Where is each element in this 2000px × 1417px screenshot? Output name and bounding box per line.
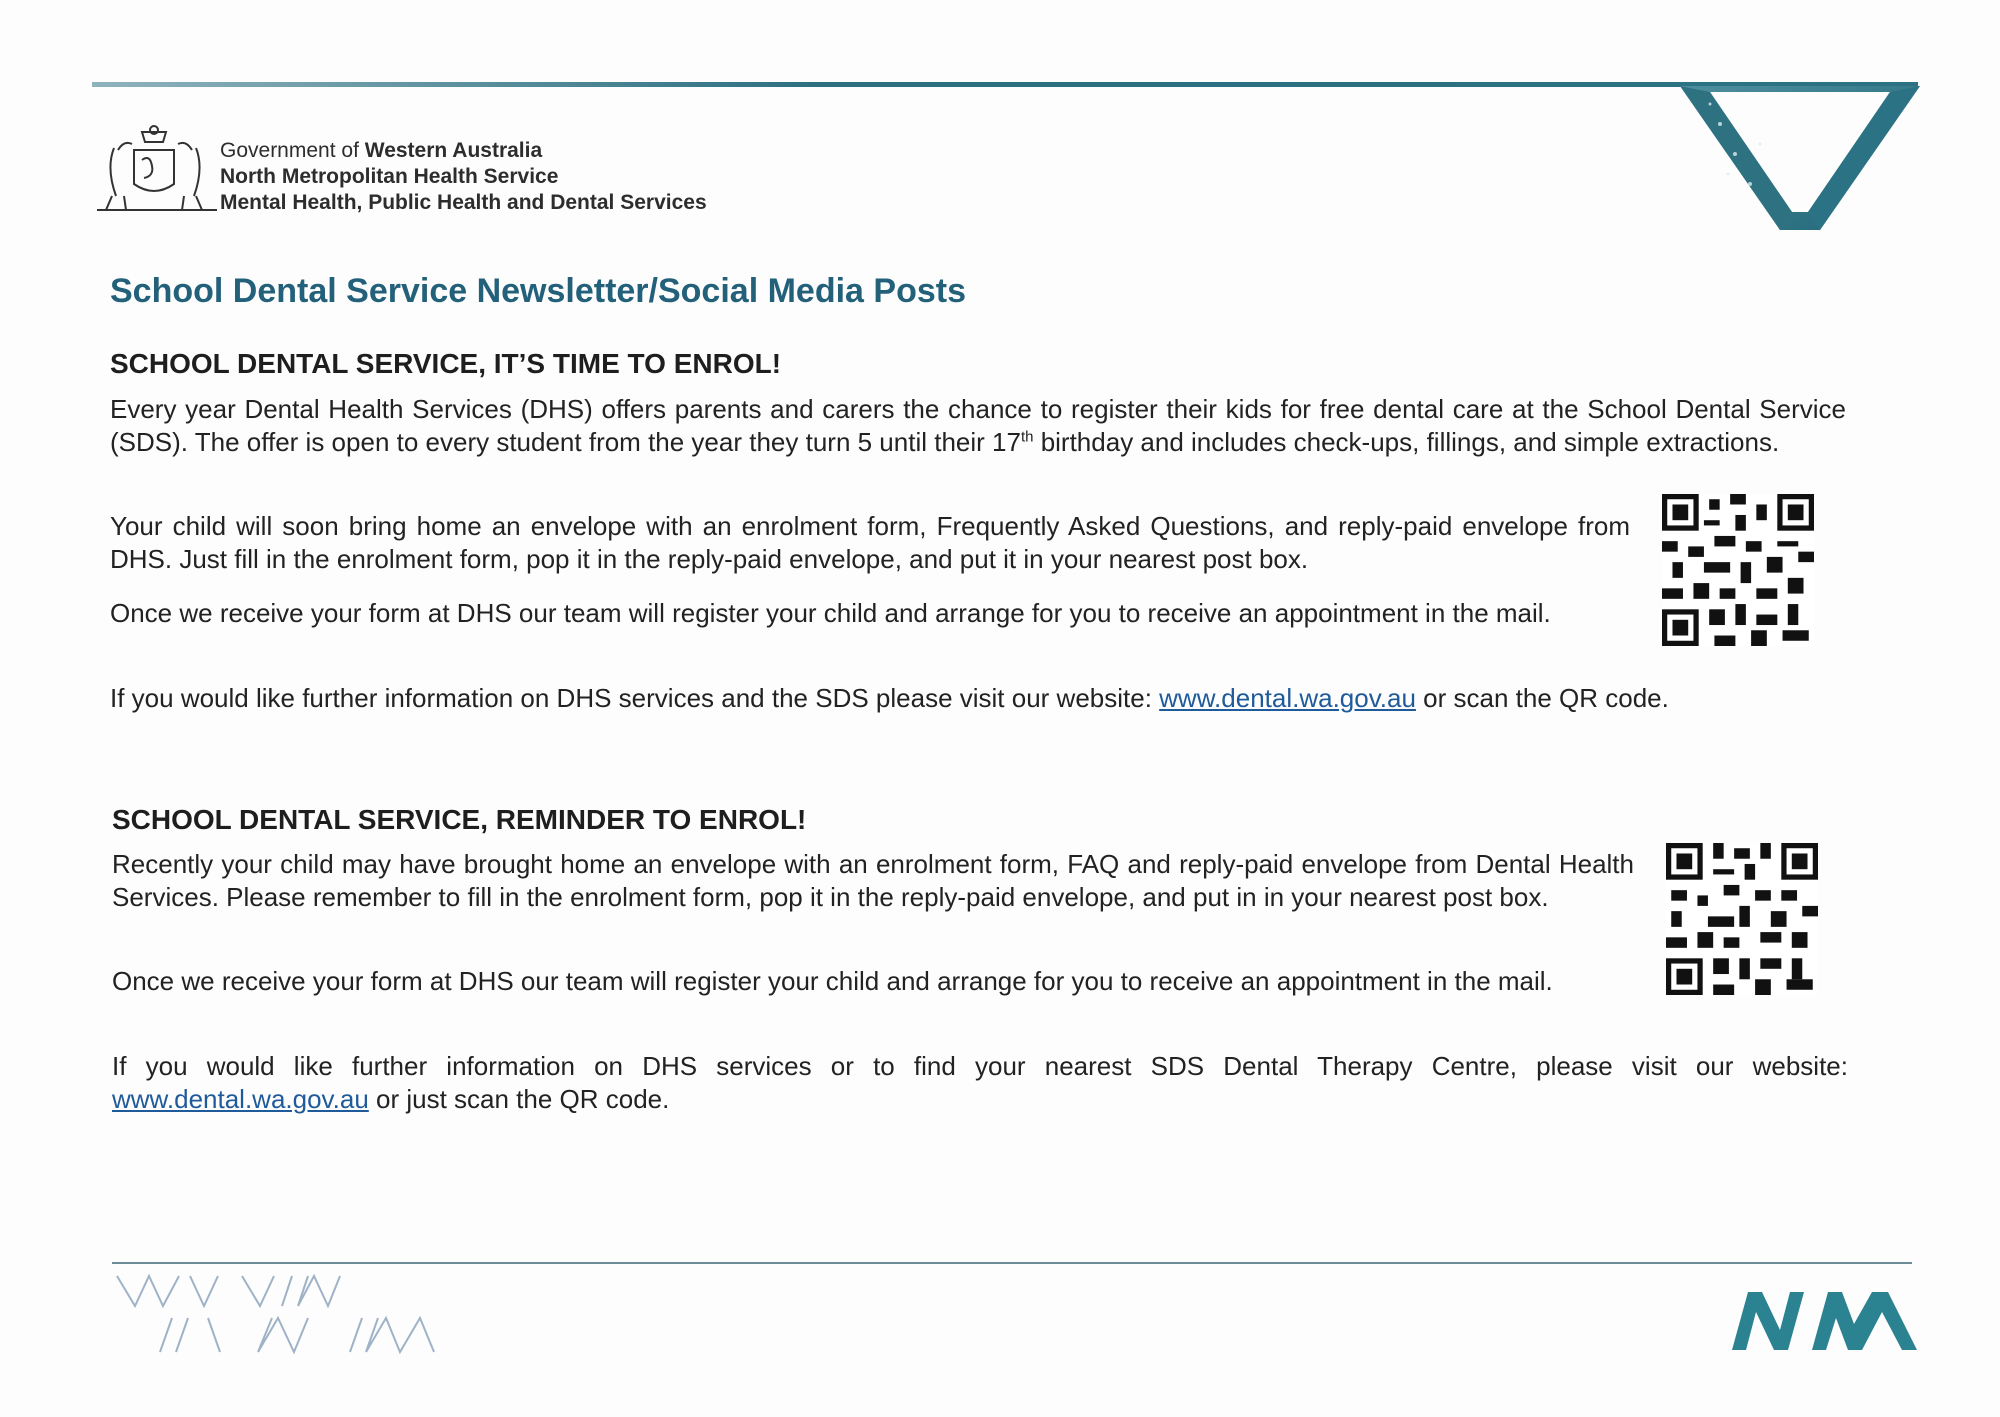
nm-logo-text <box>1732 1290 1733 1291</box>
wa-crest-icon <box>92 120 217 220</box>
v-logo-icon <box>1680 84 1920 232</box>
decorative-pattern-icon <box>112 1268 562 1358</box>
section1-paragraph-2: Your child will soon bring home an envelope with an enrolment form, Frequently Asked Questions, and reply-paid envelope from DHS. Just fill in the enrolment form, pop it in the reply-paid envelope, and put it in your nearest post box. <box>110 511 1630 574</box>
section2-paragraph-3: If you would like further information on DHS services or to find your nearest SDS Dental Therapy Centre, please visit our website: www.dental.wa.gov.au or just scan the QR code. <box>112 1051 1848 1114</box>
dept-name: Mental Health, Public Health and Dental Services <box>220 191 707 214</box>
section1-paragraph-3: Once we receive your form at DHS our team will register your child and arrange for you to receive an appointment in the mail. <box>110 598 1551 628</box>
header-rule <box>92 82 1918 87</box>
section1-heading: SCHOOL DENTAL SERVICE, IT’S TIME TO ENROL! <box>110 348 782 379</box>
page-title: School Dental Service Newsletter/Social Media Posts <box>110 272 966 310</box>
section2-paragraph-1: Recently your child may have brought home an envelope with an enrolment form, FAQ and reply-paid envelope from Dental Health Services. Please remember to fill in the enrolment form, pop it in the reply-paid envelope, and put in in your nearest post box. <box>112 849 1634 912</box>
website-link-2[interactable]: www.dental.wa.gov.au <box>112 1084 369 1114</box>
footer-rule <box>112 1262 1912 1264</box>
section1-paragraph-1: Every year Dental Health Services (DHS) offers parents and carers the chance to register their kids for free dental care at the School Dental Service (SDS). The offer is open to every student from the year they turn 5 until their 17th birthday and includes check-ups, fillings, and simple extractions. <box>110 394 1846 457</box>
nm-logo-icon <box>1732 1290 1917 1352</box>
org-name: North Metropolitan Health Service <box>220 165 559 188</box>
section2-paragraph-2: Once we receive your form at DHS our team will register your child and arrange for you to receive an appointment in the mail. <box>112 966 1553 996</box>
qr-code-icon[interactable] <box>1662 494 1814 646</box>
website-link[interactable]: www.dental.wa.gov.au <box>1159 683 1416 713</box>
government-header <box>220 138 707 216</box>
section2-heading: SCHOOL DENTAL SERVICE, REMINDER TO ENROL! <box>112 804 807 835</box>
section1-paragraph-4: If you would like further information on DHS services and the SDS please visit our website: www.dental.wa.gov.au or scan the QR code. <box>110 683 1669 713</box>
gov-title: Government of Western Australia <box>220 139 543 162</box>
qr-code-icon-2[interactable] <box>1666 843 1818 995</box>
